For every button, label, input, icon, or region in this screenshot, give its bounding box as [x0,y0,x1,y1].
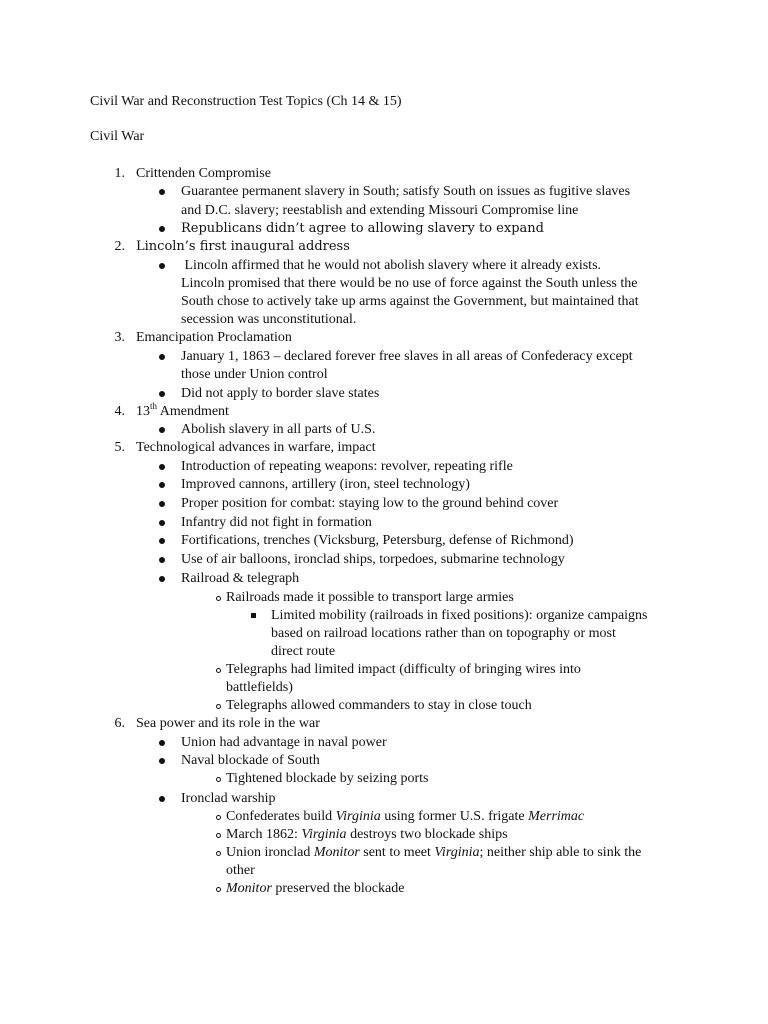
bullet-text: secession was unconstitutional. [181,312,357,327]
bullet-icon [159,482,165,488]
circle-bullet-icon [216,777,221,782]
bullet-icon [159,576,165,582]
circle-bullet-icon [216,704,221,709]
sub-bullet-text: Tightened blockade by seizing ports [226,771,429,786]
bullet-icon [159,758,165,764]
bullet-icon [159,263,165,269]
text-run: preserved the blockade [271,881,405,896]
sub-bullet-text [226,808,584,826]
bullet-icon [159,464,165,470]
circle-bullet-icon [216,596,221,601]
list-number: 4. [114,404,125,419]
circle-bullet-icon [216,833,221,838]
ship-name: Virginia [335,809,381,824]
sub-bullet-text [226,844,641,862]
circle-bullet-icon [216,851,221,856]
bullet-icon [159,501,165,507]
bullet-icon [159,538,165,544]
document-title: Civil War and Reconstruction Test Topics (Ch 14 & 15) [90,94,402,109]
text-run: Union ironclad [226,845,314,860]
list-number: 1. [114,166,125,181]
bullet-text: Improved cannons, artillery (iron, steel technology) [181,477,470,492]
square-bullet-icon [251,613,256,618]
topic-heading: Crittenden Compromise [136,166,271,181]
bullet-text: Use of air balloons, ironclad ships, torpedoes, submarine technology [181,552,565,567]
bullet-text: Infantry did not fight in formation [181,515,372,530]
ship-name: Virginia [301,827,347,842]
bullet-text: those under Union control [181,367,328,382]
text-run: ; neither ship able to sink the [479,845,642,860]
ordinal-suffix: th [150,401,158,411]
sub-sub-bullet-text: direct route [271,644,336,659]
bullet-text: Guarantee permanent slavery in South; satisfy South on issues as fugitive slaves [181,184,631,199]
text-run: using former U.S. frigate [380,809,529,824]
bullet-text: Republicans didn’t agree to allowing slavery to expand [181,221,544,236]
bullet-text: Abolish slavery in all parts of U.S. [181,422,376,437]
bullet-icon [159,557,165,563]
bullet-text: Lincoln affirmed that he would not abolish slavery where it already exists. [181,258,602,273]
text-run: Confederates build [226,809,336,824]
list-number: 3. [114,330,125,345]
bullet-text: Fortifications, trenches (Vicksburg, Petersburg, defense of Richmond) [181,533,574,548]
circle-bullet-icon [216,815,221,820]
sub-sub-bullet-text: based on railroad locations rather than on topography or most [271,626,616,641]
bullet-icon [159,226,165,232]
list-number: 2. [114,239,125,254]
sub-bullet-text: other [226,863,255,878]
bullet-icon [159,740,165,746]
topic-heading: Sea power and its role in the war [136,716,320,731]
circle-bullet-icon [216,887,221,892]
bullet-icon [159,520,165,526]
bullet-icon [159,427,165,433]
bullet-icon [159,354,165,360]
bullet-text: Lincoln promised that there would be no use of force against the South unless the [181,276,638,291]
section-heading: Civil War [90,129,145,144]
sub-sub-bullet-text: Limited mobility (railroads in fixed positions): organize campaigns [271,608,648,623]
text-run: March 1862: [226,827,302,842]
ship-name: Virginia [434,845,480,860]
bullet-text: Did not apply to border slave states [181,386,380,401]
bullet-text: Naval blockade of South [181,753,320,768]
bullet-text: Introduction of repeating weapons: revolver, repeating rifle [181,459,513,474]
sub-bullet-text: Telegraphs had limited impact (difficulty of bringing wires into [226,662,581,677]
heading-text: Amendment [157,404,229,419]
sub-bullet-text: Railroads made it possible to transport large armies [226,590,514,605]
sub-bullet-text: battlefields) [226,680,293,695]
bullet-text: South chose to actively take up arms against the Government, but maintained that [181,294,639,309]
ship-name: Monitor [313,845,360,860]
bullet-text: Proper position for combat: staying low to the ground behind cover [181,496,559,511]
bullet-text: January 1, 1863 – declared forever free slaves in all areas of Confederacy except [181,349,633,364]
sub-bullet-text [226,880,404,898]
bullet-icon [159,796,165,802]
topic-heading: Emancipation Proclamation [136,330,292,345]
sub-bullet-text: Telegraphs allowed commanders to stay in close touch [226,698,532,713]
bullet-text: and D.C. slavery; reestablish and extending Missouri Compromise line [181,203,579,218]
list-number: 6. [114,716,125,731]
bullet-text: Ironclad warship [181,791,276,806]
bullet-icon [159,189,165,195]
text-run: destroys two blockade ships [346,827,508,842]
bullet-text: Union had advantage in naval power [181,735,387,750]
bullet-text: Railroad & telegraph [181,571,300,586]
sub-bullet-text [226,826,508,844]
bullet-icon [159,391,165,397]
topic-heading: Technological advances in warfare, impact [136,440,376,455]
heading-number: 13 [136,404,150,419]
ship-name: Monitor [226,881,272,896]
list-number: 5. [114,440,125,455]
text-run: sent to meet [359,845,435,860]
topic-heading [136,403,229,421]
ship-name: Merrimac [528,809,585,824]
topic-heading: Lincoln’s first inaugural address [136,239,350,254]
circle-bullet-icon [216,668,221,673]
